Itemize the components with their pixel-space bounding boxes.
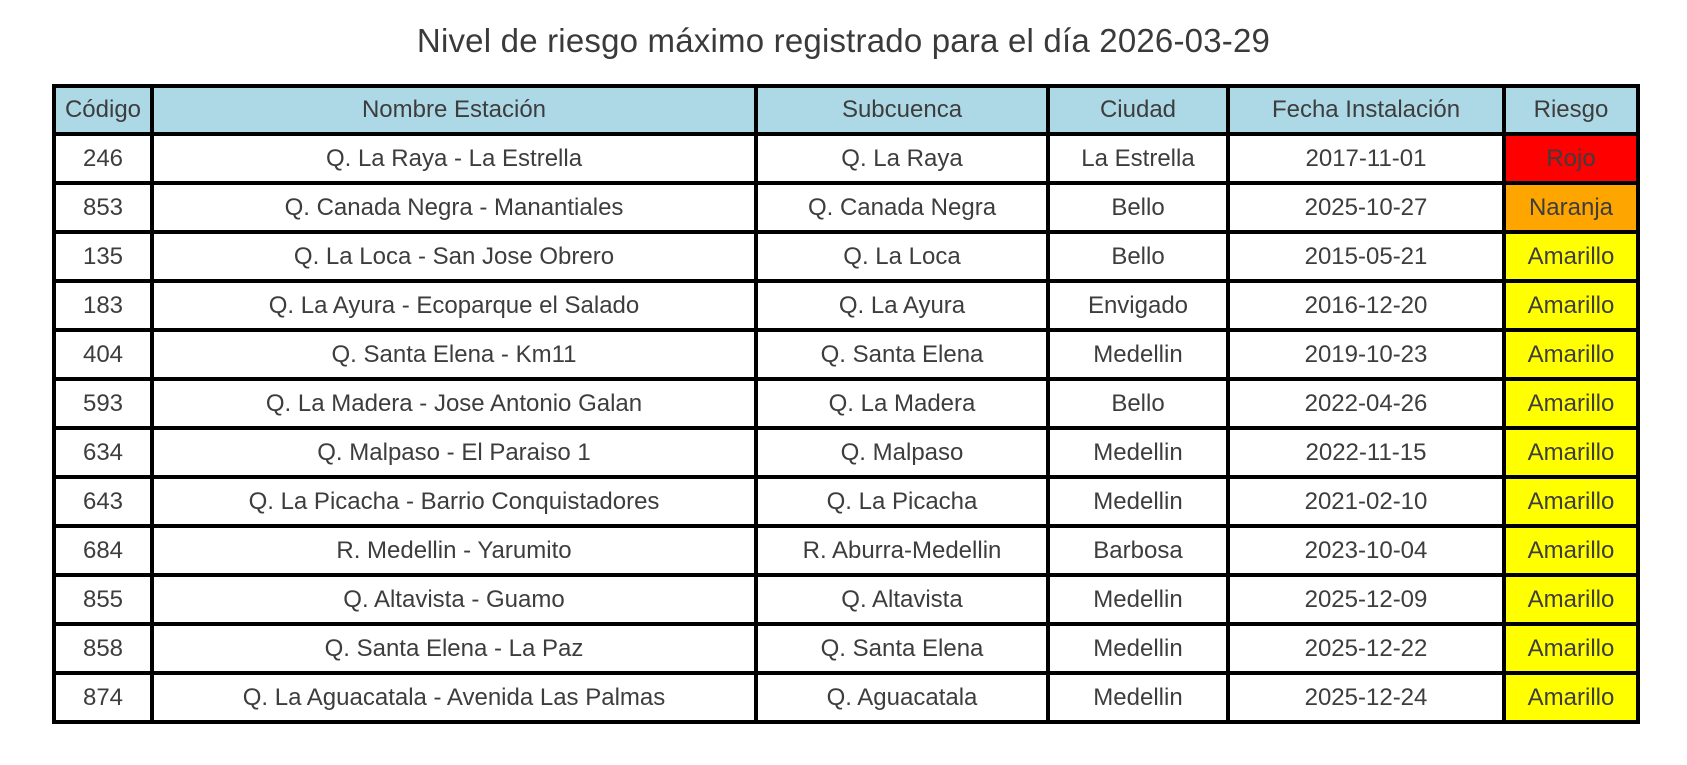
cell-nombre-estacion: Q. Canada Negra - Manantiales — [152, 183, 756, 232]
header-nombre-estacion: Nombre Estación — [152, 86, 756, 134]
cell-fecha-instalacion: 2019-10-23 — [1228, 330, 1504, 379]
cell-riesgo: Amarillo — [1504, 575, 1638, 624]
table-row — [54, 575, 1638, 624]
header-ciudad: Ciudad — [1048, 86, 1228, 134]
cell-codigo: 874 — [54, 673, 152, 722]
cell-ciudad: Medellin — [1048, 330, 1228, 379]
cell-fecha-instalacion: 2025-12-09 — [1228, 575, 1504, 624]
table-row — [54, 232, 1638, 281]
cell-riesgo: Naranja — [1504, 183, 1638, 232]
table-row — [54, 673, 1638, 722]
cell-riesgo: Amarillo — [1504, 624, 1638, 673]
cell-subcuenca: Q. La Raya — [756, 134, 1048, 183]
cell-ciudad: Bello — [1048, 183, 1228, 232]
cell-ciudad: Medellin — [1048, 428, 1228, 477]
cell-codigo: 634 — [54, 428, 152, 477]
cell-nombre-estacion: Q. Malpaso - El Paraiso 1 — [152, 428, 756, 477]
cell-subcuenca: Q. La Ayura — [756, 281, 1048, 330]
cell-codigo: 855 — [54, 575, 152, 624]
cell-subcuenca: Q. Santa Elena — [756, 624, 1048, 673]
cell-nombre-estacion: Q. La Aguacatala - Avenida Las Palmas — [152, 673, 756, 722]
table-row — [54, 330, 1638, 379]
cell-riesgo: Amarillo — [1504, 477, 1638, 526]
cell-nombre-estacion: Q. Santa Elena - Km11 — [152, 330, 756, 379]
cell-ciudad: La Estrella — [1048, 134, 1228, 183]
cell-subcuenca: Q. La Madera — [756, 379, 1048, 428]
cell-fecha-instalacion: 2025-12-24 — [1228, 673, 1504, 722]
cell-ciudad: Medellin — [1048, 477, 1228, 526]
cell-subcuenca: Q. La Picacha — [756, 477, 1048, 526]
table-row — [54, 526, 1638, 575]
cell-codigo: 853 — [54, 183, 152, 232]
cell-nombre-estacion: Q. La Picacha - Barrio Conquistadores — [152, 477, 756, 526]
cell-ciudad: Medellin — [1048, 575, 1228, 624]
cell-riesgo: Amarillo — [1504, 330, 1638, 379]
table-row — [54, 183, 1638, 232]
cell-riesgo: Amarillo — [1504, 379, 1638, 428]
table-row — [54, 428, 1638, 477]
table-body — [54, 134, 1638, 722]
cell-riesgo: Amarillo — [1504, 232, 1638, 281]
cell-riesgo: Rojo — [1504, 134, 1638, 183]
cell-ciudad: Bello — [1048, 379, 1228, 428]
cell-subcuenca: Q. Aguacatala — [756, 673, 1048, 722]
cell-nombre-estacion: R. Medellin - Yarumito — [152, 526, 756, 575]
cell-nombre-estacion: Q. La Ayura - Ecoparque el Salado — [152, 281, 756, 330]
cell-nombre-estacion: Q. Altavista - Guamo — [152, 575, 756, 624]
cell-ciudad: Barbosa — [1048, 526, 1228, 575]
cell-subcuenca: Q. Malpaso — [756, 428, 1048, 477]
page-title: Nivel de riesgo máximo registrado para el día 2026-03-29 — [416, 22, 1271, 59]
cell-fecha-instalacion: 2022-11-15 — [1228, 428, 1504, 477]
table-row — [54, 624, 1638, 673]
cell-fecha-instalacion: 2022-04-26 — [1228, 379, 1504, 428]
cell-codigo: 135 — [54, 232, 152, 281]
cell-fecha-instalacion: 2023-10-04 — [1228, 526, 1504, 575]
table-row — [54, 379, 1638, 428]
cell-fecha-instalacion: 2016-12-20 — [1228, 281, 1504, 330]
header-fecha-instalacion: Fecha Instalación — [1228, 86, 1504, 134]
cell-codigo: 183 — [54, 281, 152, 330]
cell-riesgo: Amarillo — [1504, 673, 1638, 722]
cell-codigo: 593 — [54, 379, 152, 428]
table-row — [54, 477, 1638, 526]
cell-fecha-instalacion: 2017-11-01 — [1228, 134, 1504, 183]
cell-ciudad: Medellin — [1048, 624, 1228, 673]
cell-fecha-instalacion: 2025-10-27 — [1228, 183, 1504, 232]
cell-nombre-estacion: Q. La Madera - Jose Antonio Galan — [152, 379, 756, 428]
cell-codigo: 643 — [54, 477, 152, 526]
cell-riesgo: Amarillo — [1504, 281, 1638, 330]
cell-codigo: 858 — [54, 624, 152, 673]
cell-nombre-estacion: Q. La Raya - La Estrella — [152, 134, 756, 183]
header-codigo: Código — [54, 86, 152, 134]
cell-riesgo: Amarillo — [1504, 526, 1638, 575]
cell-nombre-estacion: Q. Santa Elena - La Paz — [152, 624, 756, 673]
cell-fecha-instalacion: 2015-05-21 — [1228, 232, 1504, 281]
cell-subcuenca: Q. Canada Negra — [756, 183, 1048, 232]
cell-codigo: 684 — [54, 526, 152, 575]
cell-codigo: 404 — [54, 330, 152, 379]
cell-ciudad: Medellin — [1048, 673, 1228, 722]
cell-codigo: 246 — [54, 134, 152, 183]
cell-ciudad: Bello — [1048, 232, 1228, 281]
header-subcuenca: Subcuenca — [756, 86, 1048, 134]
table-row — [54, 281, 1638, 330]
cell-nombre-estacion: Q. La Loca - San Jose Obrero — [152, 232, 756, 281]
cell-subcuenca: Q. La Loca — [756, 232, 1048, 281]
cell-subcuenca: Q. Santa Elena — [756, 330, 1048, 379]
cell-subcuenca: Q. Altavista — [756, 575, 1048, 624]
cell-riesgo: Amarillo — [1504, 428, 1638, 477]
table-header-row — [54, 86, 1638, 134]
cell-fecha-instalacion: 2021-02-10 — [1228, 477, 1504, 526]
risk-table — [52, 84, 1640, 724]
cell-subcuenca: R. Aburra-Medellin — [756, 526, 1048, 575]
header-riesgo: Riesgo — [1504, 86, 1638, 134]
cell-ciudad: Envigado — [1048, 281, 1228, 330]
cell-fecha-instalacion: 2025-12-22 — [1228, 624, 1504, 673]
table-row — [54, 134, 1638, 183]
